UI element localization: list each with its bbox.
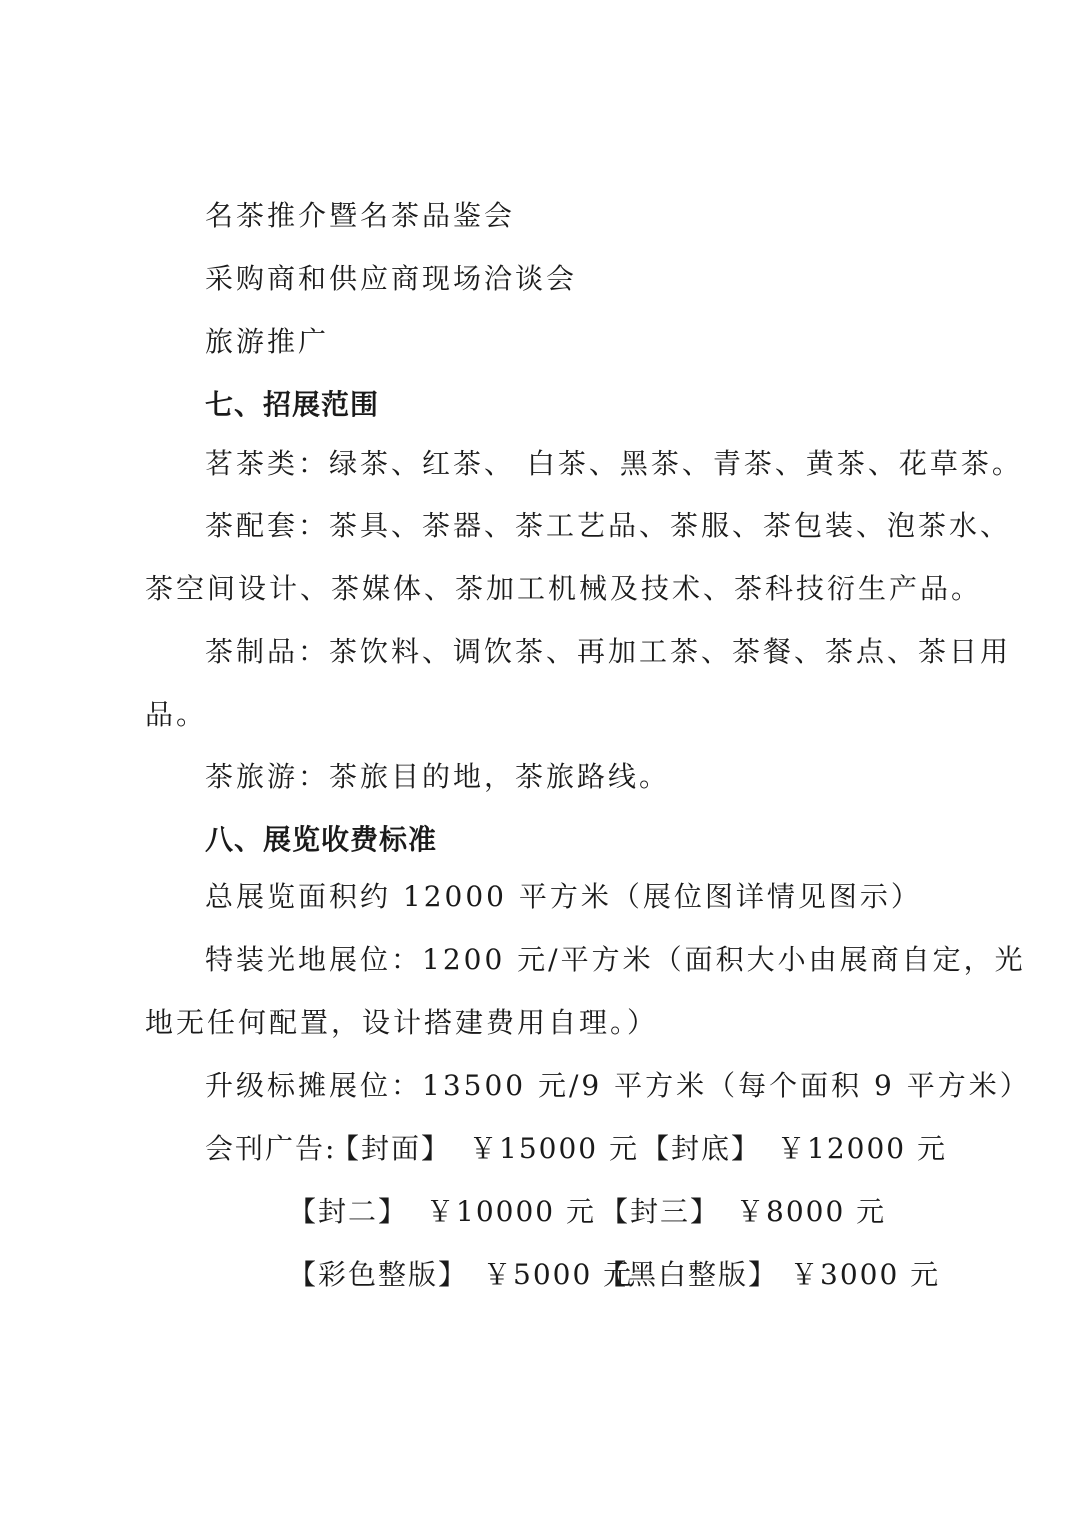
paragraph: 特装光地展位：1200 元/平方米（面积大小由展商自定，光 — [205, 943, 1026, 976]
ad-price: ￥10000 元 — [426, 1195, 596, 1228]
ad-name: 【封三】 — [600, 1195, 721, 1228]
ads-label: 会刊广告: — [205, 1132, 337, 1165]
activity-item: 采购商和供应商现场洽谈会 — [205, 262, 578, 295]
ad-price: ￥5000 元 — [483, 1258, 634, 1291]
ad-price: ￥8000 元 — [736, 1195, 887, 1228]
ad-name: 【封面】 — [331, 1132, 452, 1165]
ad-name: 【彩色整版】 — [288, 1258, 469, 1291]
section-heading: 八、展览收费标准 — [205, 823, 438, 856]
ad-price-row — [205, 1129, 947, 1169]
paragraph: 茗茶类：绿茶、红茶、 白茶、黑茶、青茶、黄茶、花草茶。 — [205, 447, 1023, 480]
ad-price-row — [205, 1192, 925, 1232]
ad-price: ￥3000 元 — [790, 1258, 941, 1291]
paragraph: 总展览面积约 12000 平方米（展位图详情见图示） — [205, 880, 922, 913]
activity-item: 旅游推广 — [205, 325, 330, 358]
ad-name: 【黑白整版】 — [598, 1258, 779, 1291]
ad-price: ￥15000 元 — [469, 1132, 639, 1165]
paragraph: 升级标摊展位：13500 元/9 平方米（每个面积 9 平方米） — [205, 1069, 1031, 1102]
section-heading: 七、招展范围 — [205, 388, 380, 421]
ad-price-row — [205, 1255, 941, 1295]
ad-price: ￥12000 元 — [777, 1132, 947, 1165]
ad-name: 【封二】 — [288, 1195, 409, 1228]
paragraph: 茶制品：茶饮料、调饮茶、再加工茶、茶餐、茶点、茶日用 — [205, 635, 1012, 668]
paragraph: 地无任何配置，设计搭建费用自理。） — [145, 1006, 659, 1039]
activity-item: 名茶推介暨名茶品鉴会 — [205, 199, 516, 232]
paragraph: 茶旅游：茶旅目的地，茶旅路线。 — [205, 760, 671, 793]
paragraph: 品。 — [145, 698, 208, 731]
paragraph: 茶空间设计、茶媒体、茶加工机械及技术、茶科技衍生产品。 — [145, 572, 983, 605]
paragraph: 茶配套：茶具、茶器、茶工艺品、茶服、茶包装、泡茶水、 — [205, 509, 1012, 542]
ad-name: 【封底】 — [641, 1132, 762, 1165]
